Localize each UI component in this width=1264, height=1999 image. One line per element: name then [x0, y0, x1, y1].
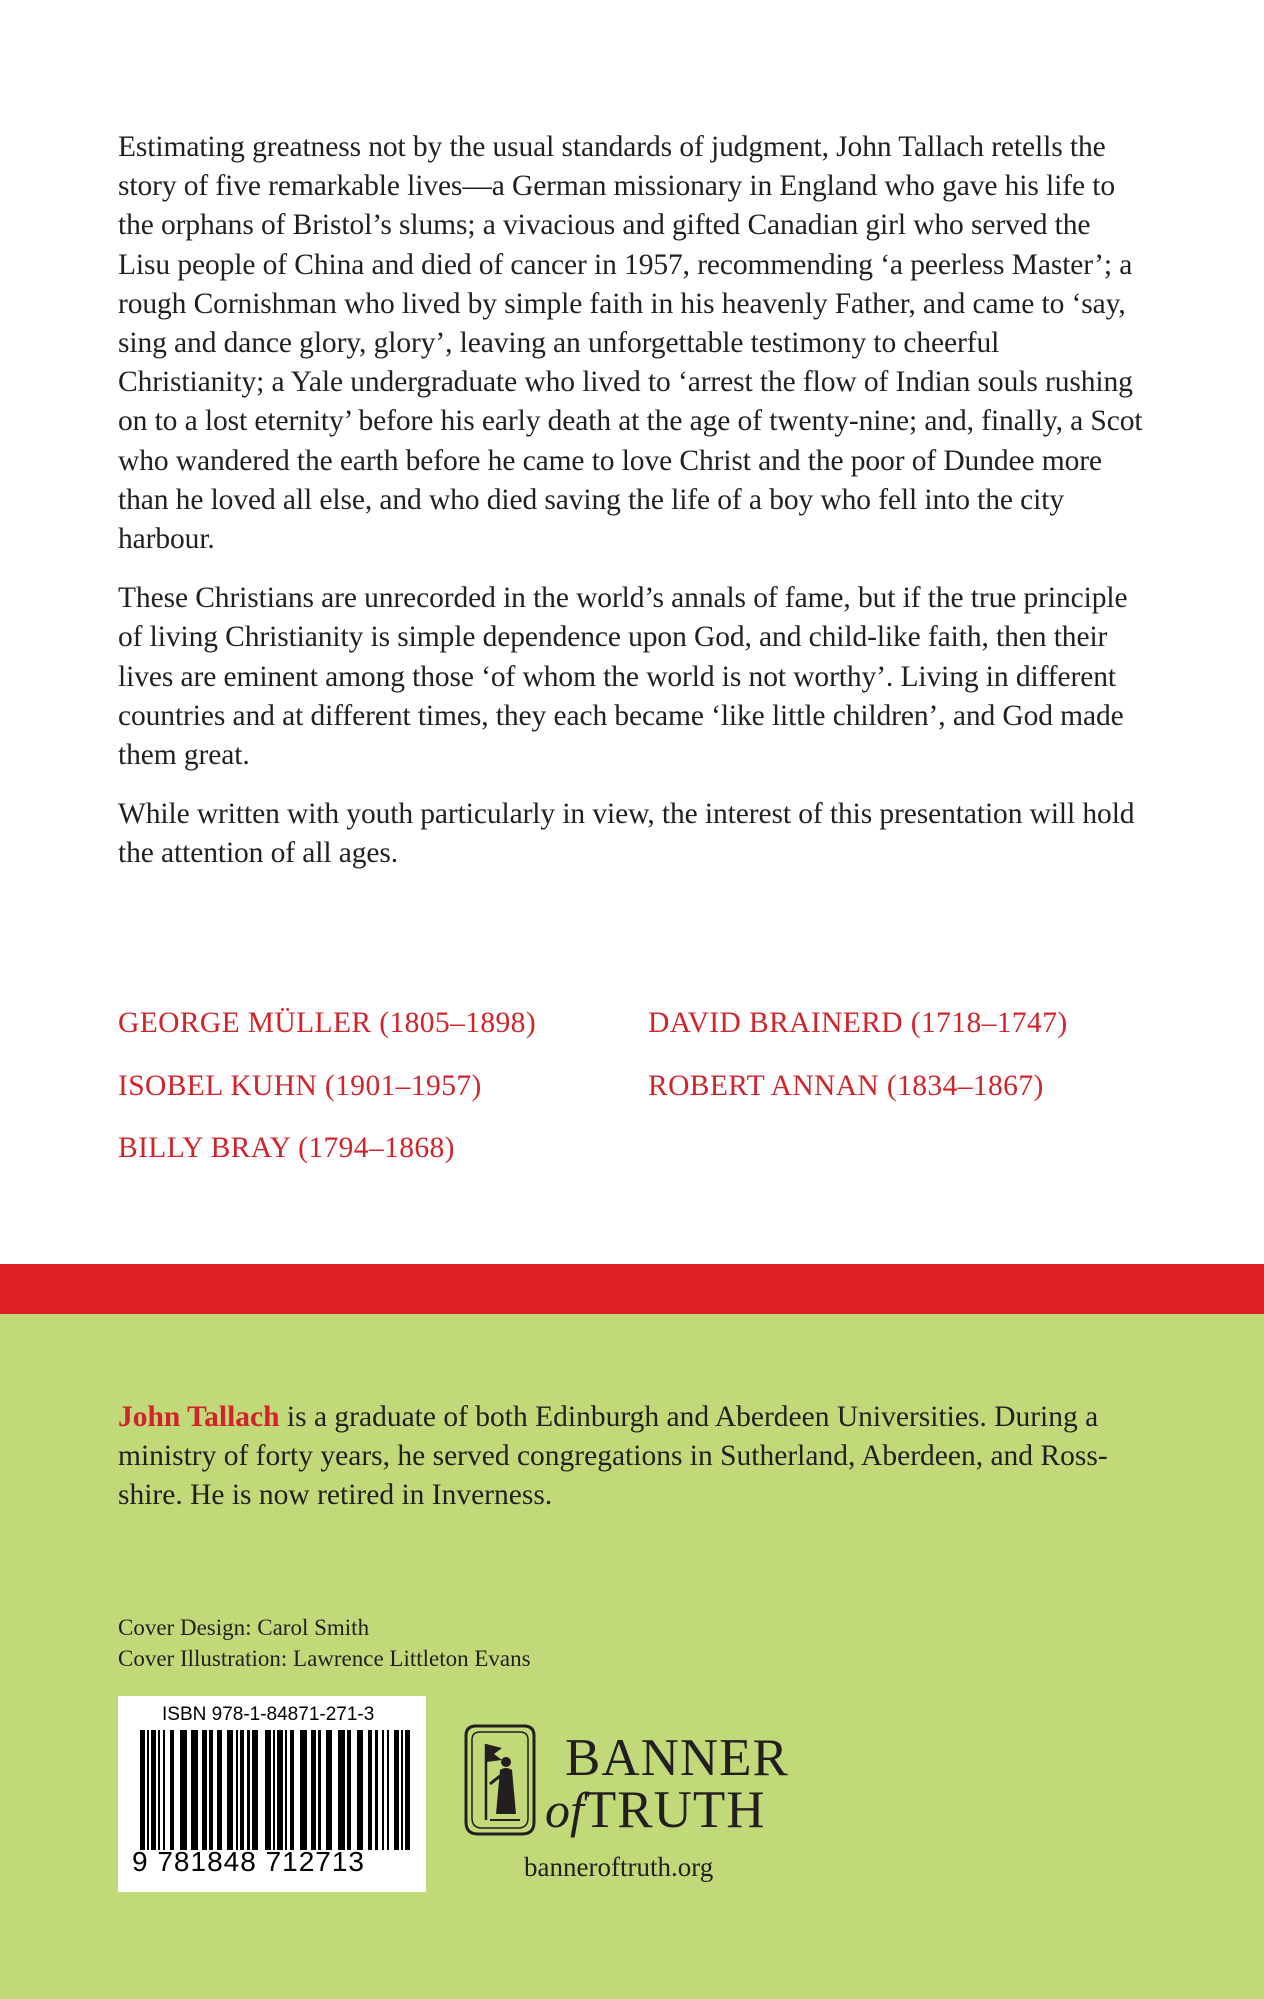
barcode-bars: [140, 1730, 412, 1850]
subject-column-right: [648, 1000, 1068, 1125]
barcode-number: 9 781848 712713: [132, 1846, 365, 1877]
barcode-bar: [375, 1730, 378, 1850]
barcode-bar: [202, 1730, 207, 1850]
barcode-bar: [387, 1730, 390, 1850]
isbn-barcode: [118, 1696, 426, 1892]
barcode-bar: [158, 1730, 160, 1850]
barcode-bar: [401, 1730, 403, 1850]
subject-name: ROBERT ANNAN (1834–1867): [648, 1069, 1044, 1102]
author-bio-text: is a graduate of both Edinburgh and Aberdeen Universities. During a ministry of forty years, he served congregations in Sutherland, Aberdeen, and Ross-shire. He is now retired in Inverness.: [118, 1401, 1108, 1512]
barcode-bar: [405, 1730, 410, 1850]
barcode-bar: [368, 1730, 372, 1850]
blurb: [118, 128, 1148, 894]
cover-credits: [118, 1612, 818, 1674]
blurb-paragraph-3: While written with youth particularly in view, the interest of this presentation will hold the attention of all ages.: [118, 798, 1135, 870]
barcode-bar: [285, 1730, 287, 1850]
subject-name: GEORGE MÜLLER (1805–1898): [118, 1007, 537, 1039]
author-bio: [118, 1398, 1158, 1516]
author-name: John Tallach: [118, 1401, 280, 1433]
subject-column-left: [118, 1000, 536, 1188]
barcode-bar: [357, 1730, 363, 1850]
blurb-paragraph-1: Estimating greatness not by the usual standards of judgment, John Tallach retells the story of five remarkable lives—a German missionary in England who gave his life to the orphans of Bristol’s slums; a vivacious and gifted Canadian girl who served the Lisu people of China and died of cancer in 1957, recommending ‘a peerless Master’; a rough Cornishman who lived by simple faith in his heavenly Father, and came to ‘say, sing and dance glory, glory’, leaving an unforgettable testimony to cheerful Christianity; a Yale undergraduate who lived to ‘arrest the flow of Indian souls rushing on to a lost eternity’ before his early death at the age of twenty-nine; and, finally, a Scot who wandered the earth before he came to love Christ and the poor of Dundee more than he loved all else, and who died saving the life of a boy who fell into the city harbour.: [118, 131, 1143, 556]
barcode-bar: [290, 1730, 294, 1850]
barcode-bar: [247, 1730, 250, 1850]
barcode-bar: [338, 1730, 344, 1850]
barcode-bar: [236, 1730, 239, 1850]
cover-design-credit: Cover Design: Carol Smith: [118, 1615, 370, 1640]
barcode-bar: [147, 1730, 149, 1850]
barcode-bar: [163, 1730, 166, 1850]
barcode-bar: [191, 1730, 198, 1850]
barcode-bar: [273, 1730, 275, 1850]
barcode-bar: [180, 1730, 186, 1850]
publisher-logo-line1: BANNER: [565, 1729, 789, 1787]
cover-illustration-credit: Cover Illustration: Lawrence Littleton Evans: [118, 1646, 531, 1671]
barcode-bar: [170, 1730, 174, 1850]
isbn-label: ISBN 978-1-84871-271-3: [162, 1704, 375, 1725]
barcode-bar: [227, 1730, 234, 1850]
barcode-bar: [277, 1730, 282, 1850]
blurb-paragraph-2: These Christians are unrecorded in the world’s annals of fame, but if the true principle of living Christianity is simple dependence upon God, and child-like faith, then their lives are eminent among those ‘of whom the world is not worthy’. Living in different countries and at different times, they each became ‘like little children’, and God made them great.: [118, 582, 1128, 772]
barcode-bar: [394, 1730, 399, 1850]
green-panel: [0, 1314, 1264, 1999]
barcode-bar: [209, 1730, 213, 1850]
red-divider-band: [0, 1264, 1264, 1314]
barcode-bar: [265, 1730, 271, 1850]
publisher-logo-of: of: [545, 1782, 584, 1838]
barcode-bar: [318, 1730, 321, 1850]
barcode-bar: [151, 1730, 156, 1850]
barcode-bar: [382, 1730, 384, 1850]
publisher-logo-line2: [545, 1781, 766, 1839]
barcode-bar: [252, 1730, 259, 1850]
barcode-bar: [140, 1730, 145, 1850]
subject-name: ISOBEL KUHN (1901–1957): [118, 1069, 482, 1102]
barcode-bar: [217, 1730, 222, 1850]
barcode-bar: [326, 1730, 333, 1850]
barcode-bar: [300, 1730, 306, 1850]
barcode-bar: [240, 1730, 244, 1850]
banner-of-truth-emblem-icon: [460, 1722, 540, 1838]
publisher-url: banneroftruth.org: [524, 1852, 714, 1882]
subject-name: BILLY BRAY (1794–1868): [118, 1132, 455, 1164]
barcode-bar: [347, 1730, 351, 1850]
publisher-logo-truth: TRUTH: [583, 1781, 766, 1839]
barcode-bar: [311, 1730, 315, 1850]
subject-name: DAVID BRAINERD (1718–1747): [648, 1007, 1068, 1039]
